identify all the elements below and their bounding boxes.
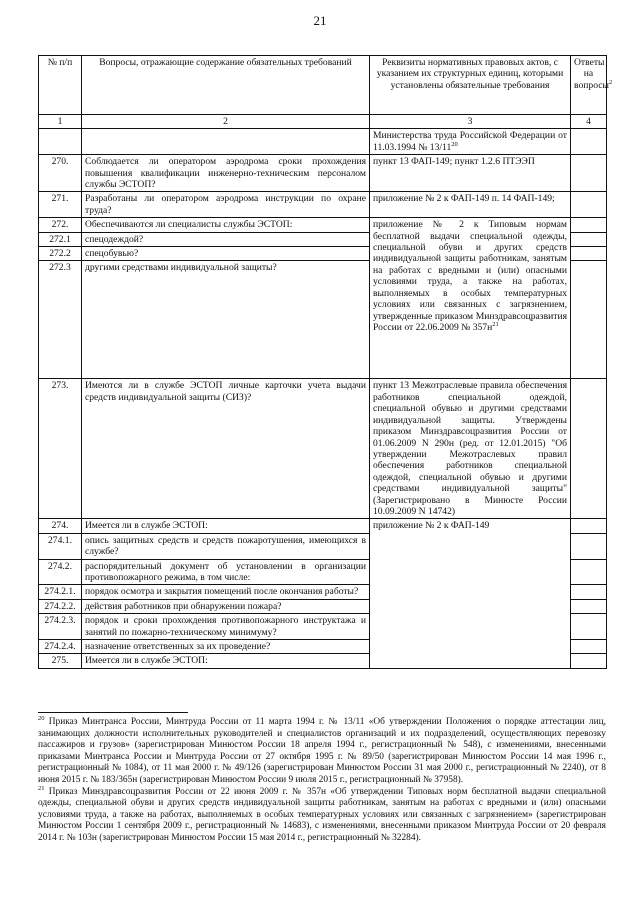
reference-text: пункт 13 ФАП-149; пункт 1.2.6 ПТЭЭП xyxy=(370,155,571,192)
row-number: 274.1. xyxy=(39,533,82,559)
header-references: Реквизиты нормативных правовых актов, с указанием их структурных единиц, которыми установлены обязательные требования xyxy=(370,56,571,115)
row-number: 274.2.4. xyxy=(39,640,82,654)
page-number: 21 xyxy=(313,13,327,28)
answer-cell xyxy=(571,379,607,519)
answer-cell xyxy=(571,599,607,613)
table-row xyxy=(39,192,607,218)
footnote xyxy=(38,714,606,787)
question-text: Обеспечиваются ли специалисты службы ЭСТОП: xyxy=(82,218,370,232)
answer-cell xyxy=(571,640,607,654)
column-number: 3 xyxy=(370,115,571,129)
answer-cell xyxy=(571,247,607,261)
row-number: 274.2.1. xyxy=(39,585,82,599)
table-row xyxy=(39,129,607,155)
header-questions: Вопросы, отражающие содержание обязательных требований xyxy=(82,56,370,115)
row-number: 272.1 xyxy=(39,232,82,246)
footnote-mark: 21 xyxy=(492,320,499,328)
question-text: Имеется ли в службе ЭСТОП: xyxy=(82,519,370,533)
row-number: 270. xyxy=(39,155,82,192)
answer-cell xyxy=(571,585,607,599)
row-number: 274.2.3. xyxy=(39,614,82,640)
answer-cell xyxy=(571,232,607,246)
requirements-table xyxy=(38,55,613,668)
question-text: действия работников при обнаружении пожара? xyxy=(82,599,370,613)
question-text: распорядительный документ об установлении в организации противопожарного режима, в том числе: xyxy=(82,559,370,585)
question-text: Соблюдается ли оператором аэродрома сроки прохождения повышения квалификации инженерно-техническим персоналом службы ЭСТОП? xyxy=(82,155,370,192)
header-answers-footnote: 2 xyxy=(608,78,613,86)
row-number: 272. xyxy=(39,218,82,232)
table-row xyxy=(39,379,607,519)
question-text: Имеются ли в службе ЭСТОП личные карточки учета выдачи средств индивидуальной защиты (СИЗ)? xyxy=(82,379,370,519)
footnote-mark: 20 xyxy=(451,140,458,148)
table-row xyxy=(39,155,607,192)
footnote-text: Приказ Минтранса России, Минтруда России от 11 марта 1994 г. № 13/11 «Об утверждении Положения о порядке аттестации лиц, занимающих должности исполнительных руководителей и специалистов организаций и их подразделений, осуществляющих перевозку пассажиров и грузов» (зарегистрирован Минюстом России 18 апреля 1994 г., регистрационный № 548), с изменениями, внесенными приказами Минтранса России и Минтруда России от 27 октября 1995 г. № 89/50 (зарегистрирован Минюстом России 14 мая 1996 г., регистрационный № 1084), от 11 мая 2000 г. № 49/126 (зарегистрирован Минюстом России 31 мая 2000 г., регистрационный № 2240), от 8 июня 2015 г. № 183/365н (зарегистрирован Минюстом России 9 июля 2015 г., регистрационный № 37958). xyxy=(38,717,606,785)
row-number: 272.3 xyxy=(39,261,82,379)
footnote-mark: 21 xyxy=(38,784,45,792)
question-text: порядок и сроки прохождения противопожарного инструктажа и занятий по пожарно-техническому минимуму? xyxy=(82,614,370,640)
question-text: опись защитных средств и средств пожаротушения, имеющихся в службе? xyxy=(82,533,370,559)
answer-cell xyxy=(571,654,607,668)
answer-cell xyxy=(571,155,607,192)
question-text: спецобувью? xyxy=(82,247,370,261)
row-number: 272.2 xyxy=(39,247,82,261)
row-number: 273. xyxy=(39,379,82,519)
answer-cell xyxy=(571,218,607,232)
table-column-numbers-row xyxy=(39,115,607,129)
footnote-mark: 20 xyxy=(38,714,45,722)
reference-text: Министерства труда Российской Федерации от 11.03.1994 № 13/11 xyxy=(373,130,567,153)
column-number: 1 xyxy=(39,115,82,129)
answer-cell xyxy=(571,261,607,379)
reference-text: приложение № 2 к Типовым нормам бесплатной выдачи специальной одежды, специальной обуви и других средств индивидуальной защиты работникам, занятым на работах с вредными и (или) опасными условиями труда, а также на работах, выполняемых в особых температурных условиях или связанных с загрязнением, утвержденные приказом Минздравсоцразвития России от 22.06.2009 № 357н xyxy=(373,219,567,333)
column-number: 2 xyxy=(82,115,370,129)
column-number: 4 xyxy=(571,115,607,129)
row-number: 274.2.2. xyxy=(39,599,82,613)
continued-reference xyxy=(370,129,571,155)
answer-cell xyxy=(571,192,607,218)
answer-cell xyxy=(571,559,607,585)
question-text: назначение ответственных за их проведение? xyxy=(82,640,370,654)
header-number: № п/п xyxy=(39,56,82,115)
reference-text: пункт 13 Межотраслевые правила обеспечения работников специальной одеждой, специальной обувью и другими средствами индивидуальной защиты. Утверждены приказом Минздравсоцразвития России от 01.06.2009 N 290н (ред. от 12.01.2015) "Об утверждении Межотраслевых правил обеспечения работников специальной одеждой, специальной обувью и другими средствами индивидуальной защиты" (Зарегистрировано в Минюсте России 10.09.2009 N 14742) xyxy=(370,379,571,519)
footnote-divider xyxy=(38,712,188,713)
answer-cell xyxy=(571,614,607,640)
row-number: 274.2. xyxy=(39,559,82,585)
table-row xyxy=(39,519,607,533)
row-number: 274. xyxy=(39,519,82,533)
reference-text: приложение № 2 к ФАП-149 п. 14 ФАП-149; xyxy=(370,192,571,218)
answer-cell xyxy=(571,533,607,559)
table-row xyxy=(39,218,607,232)
footnotes xyxy=(38,712,606,845)
reference-text: приложение № 2 к ФАП-149 xyxy=(370,519,571,668)
question-text: порядок осмотра и закрытия помещений после окончания работы? xyxy=(82,585,370,599)
header-answers-text: Ответы на вопросы xyxy=(574,57,609,91)
answer-cell xyxy=(571,519,607,533)
question-text: Разработаны ли оператором аэродрома инструкции по охране труда? xyxy=(82,192,370,218)
row-number: 275. xyxy=(39,654,82,668)
footnote xyxy=(38,784,606,845)
footnote-text: Приказ Минздравсоцразвития России от 22 июня 2009 г. № 357н «Об утверждении Типовых норм бесплатной выдачи специальной одежды, специальной обуви и других средств индивидуальной защиты работникам, занятым на работах с вредными и (или) опасными условиями труда, а также на работах, выполняемых в особых температурных условиях или связанных с загрязнением» (зарегистрирован Минюстом России 1 сентября 2009 г., регистрационный № 14683), с изменениями, внесенными приказом Минтруда России от 20 февраля 2014 г. № 103н (зарегистрирован Минюстом России 15 мая 2014 г., регистрационный № 32284). xyxy=(38,786,606,843)
question-text: Имеется ли в службе ЭСТОП: xyxy=(82,654,370,668)
question-text: другими средствами индивидуальной защиты? xyxy=(82,261,370,379)
header-answers xyxy=(571,56,613,115)
reference-text xyxy=(370,218,571,379)
table-header-row xyxy=(39,56,607,115)
row-number: 271. xyxy=(39,192,82,218)
question-text: спецодеждой? xyxy=(82,232,370,246)
